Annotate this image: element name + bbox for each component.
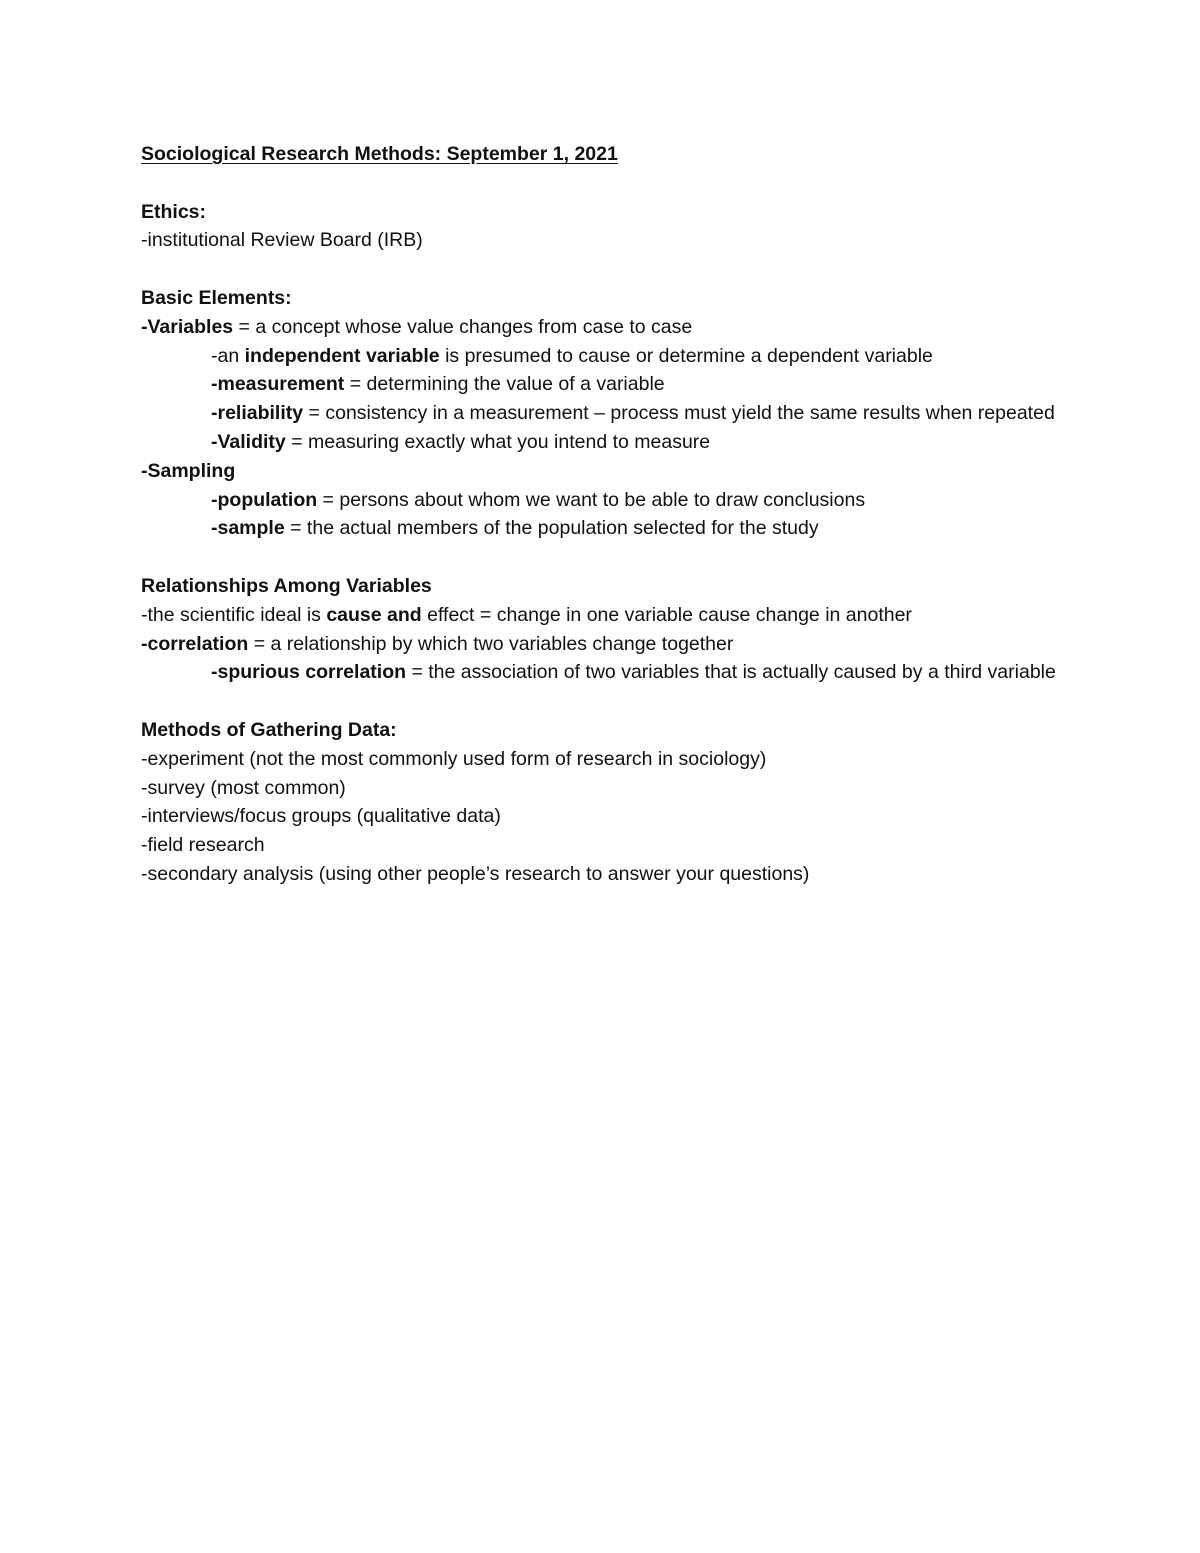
sampling-term: -Sampling	[141, 459, 236, 482]
reliability-entry	[141, 399, 1071, 428]
list-item: -secondary analysis (using other people’s research to answer your questions)	[141, 862, 810, 885]
cause-and-term: cause and	[326, 603, 422, 626]
list-item: -field research	[141, 834, 265, 857]
relationships-section	[141, 572, 1071, 687]
ethics-heading: Ethics:	[141, 200, 207, 223]
methods-section	[141, 716, 1071, 889]
spurious-correlation-definition: = the association of two variables that is actually caused by a third variable	[406, 661, 1056, 684]
correlation-term: -correlation	[141, 632, 249, 655]
independent-variable-definition: is presumed to cause or determine a dependent variable	[439, 344, 933, 367]
variables-definition: = a concept whose value changes from case to case	[233, 315, 693, 338]
reliability-term: -reliability	[211, 402, 304, 425]
methods-heading: Methods of Gathering Data:	[141, 718, 397, 741]
sample-definition: = the actual members of the population selected for the study	[284, 517, 819, 540]
correlation-entry	[141, 630, 1071, 659]
spacer	[141, 543, 1071, 572]
basic-elements-heading: Basic Elements:	[141, 286, 292, 309]
validity-definition: = measuring exactly what you intend to measure	[285, 430, 711, 453]
variables-term: -Variables	[141, 315, 234, 338]
spacer	[141, 255, 1071, 284]
population-term: -population	[211, 488, 318, 511]
sampling-entry	[141, 457, 1071, 486]
independent-variable-term: independent variable	[244, 344, 440, 367]
ethics-item: -institutional Review Board (IRB)	[141, 229, 423, 252]
population-definition: = persons about whom we want to be able to draw conclusions	[317, 488, 866, 511]
list-item: -experiment (not the most commonly used form of research in sociology)	[141, 747, 767, 770]
validity-term: -Validity	[211, 430, 286, 453]
ethics-section	[141, 198, 1071, 256]
variables-entry	[141, 313, 1071, 342]
independent-variable-entry	[141, 342, 1071, 371]
spacer	[141, 687, 1071, 716]
relationships-heading: Relationships Among Variables	[141, 574, 432, 597]
reliability-definition: = consistency in a measurement – process must yield the same results when repeated	[303, 402, 1055, 425]
list-item: -interviews/focus groups (qualitative data)	[141, 805, 501, 828]
scientific-ideal-definition: effect = change in one variable cause change in another	[421, 603, 912, 626]
spacer	[141, 169, 1071, 198]
sample-term: -sample	[211, 517, 285, 540]
measurement-definition: = determining the value of a variable	[344, 373, 665, 396]
validity-entry	[141, 428, 1071, 457]
spurious-correlation-term: -spurious correlation	[211, 661, 407, 684]
population-entry	[141, 486, 1071, 515]
measurement-term: -measurement	[211, 373, 345, 396]
measurement-entry	[141, 370, 1071, 399]
independent-variable-prefix: -an	[211, 344, 245, 367]
scientific-ideal-entry	[141, 601, 1071, 630]
spurious-correlation-entry	[141, 658, 1071, 687]
sample-entry	[141, 514, 1071, 543]
document-title: Sociological Research Methods: September 1, 2021	[141, 143, 618, 165]
correlation-definition: = a relationship by which two variables change together	[248, 632, 734, 655]
list-item: -survey (most common)	[141, 776, 346, 799]
scientific-ideal-prefix: -the scientific ideal is	[141, 603, 327, 626]
basic-elements-section	[141, 284, 1071, 543]
document-page	[141, 140, 1071, 889]
